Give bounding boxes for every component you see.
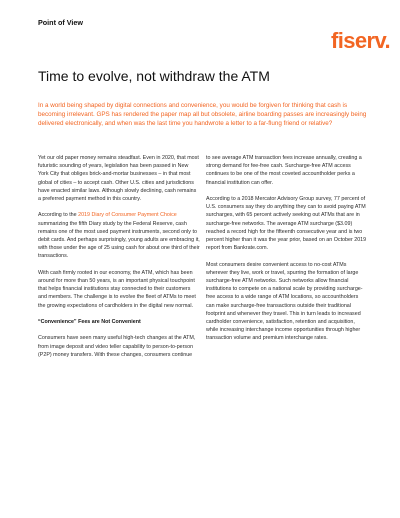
fiserv-logo: fiserv. xyxy=(331,28,390,53)
body-paragraph: to see average ATM transaction fees increase annually, creating a strong demand for fee-free cash. Surcharge-free ATM access continues to be one of the most coveted accountholder perks a financial institution can offer. xyxy=(206,155,362,186)
body-paragraph: Consumers have seen many useful high-tech changes at the ATM, from image deposit and video teller capability to person-to-person (P2P) money transfers. With these changes, consumers continue xyxy=(38,335,196,358)
left-column xyxy=(38,154,200,367)
paragraph-text: According to the xyxy=(38,212,79,219)
page-title: Time to evolve, not withdraw the ATM xyxy=(38,68,270,84)
body-paragraph-with-link xyxy=(38,211,200,260)
body-paragraph: With cash firmly rooted in our economy, the ATM, which has been around for more than 50 years, is an important physical touchpoint that helps financial institutions stay connected to their customers and members. The challenge is to evolve the fleet of ATMs to meet the growing expectations of cardholders in the digital new normal. xyxy=(38,269,196,309)
intro-paragraph: In a world being shaped by digital connections and convenience, you would be forgiven for thinking that cash is becoming irrelevant. GPS has rendered the paper map all but obsolete, airline boarding passes are increasingly being delivered electronically, and when was the last time you handwrote a letter to a far-flung friend or relative? xyxy=(38,102,367,128)
body-paragraph: Most consumers desire convenient access to no-cost ATMs wherever they live, work or travel, spurring the formation of large surcharge-free ATM networks. Such networks allow financial institutions to compete on a national scale by providing surcharge-free access to a wide range of ATM locations, so accountholders can make surcharge-free transactions outside their traditional footprint and whenever they travel. This in turn leads to increased cardholder convenience, satisfaction, retention and acquisition, while increasing interchange income opportunities through higher transaction volume and premium interchange rates. xyxy=(206,261,363,342)
paragraph-text: summarizing the fifth Diary study by the Federal Reserve, cash remains one of the most used payment instruments, second only to debit cards. And perhaps surprisingly, young adults are embracing it, with those under the age of 25 using cash for about one third of their transactions. xyxy=(38,220,200,260)
body-paragraph: According to a 2018 Mercator Advisory Group survey, 77 percent of U.S. consumers say they do anything they can to avoid paying ATM surcharges, with 65 percent actively seeking out ATMs that are in surcharge-free networks. The average ATM surcharge ($3.09) reached a record high for the fifteenth consecutive year and is two percent higher than it was the year prior, based on an October 2019 report from Bankrate.com. xyxy=(206,196,367,252)
document-kicker: Point of View xyxy=(38,18,83,27)
diary-report-link[interactable]: 2019 Diary of Consumer Payment Choice xyxy=(78,212,177,219)
section-subheading: “Convenience” Fees are Not Convenient xyxy=(38,319,141,326)
body-paragraph: Yet our old paper money remains steadfast. Even in 2020, that most futuristic sounding of years, legislation has been passed in New York City that obliges brick-and-mortar businesses – in that most global of cities – to accept cash. Other U.S. cities and jurisdictions have enacted similar laws. Although slowly declining, cash remains a preferred payment method in this country. xyxy=(38,155,199,203)
right-column xyxy=(206,154,368,351)
